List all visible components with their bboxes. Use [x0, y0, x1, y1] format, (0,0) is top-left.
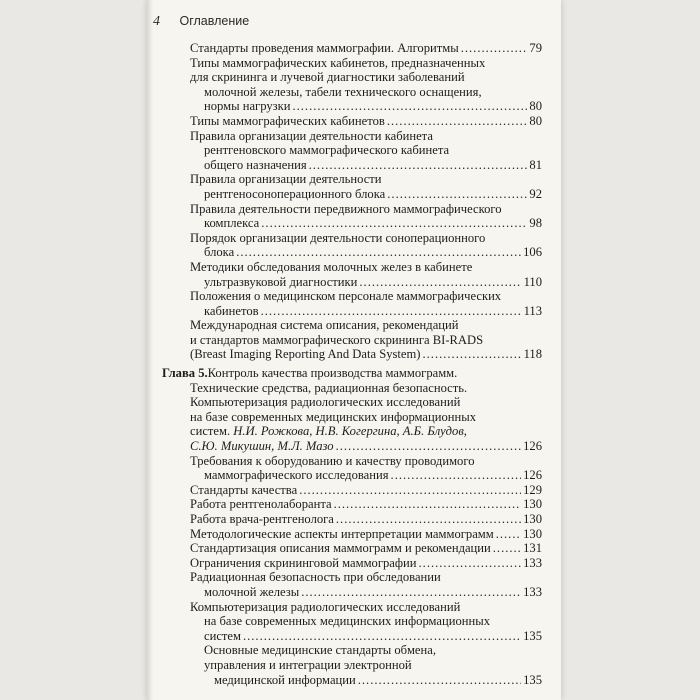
toc-entry-text: молочной железы, табели технического оснащения, — [204, 84, 482, 99]
toc-entry[interactable] — [176, 454, 542, 483]
toc-chapter-entry[interactable] — [162, 362, 542, 454]
toc-page-number: 133 — [523, 555, 542, 570]
toc-line — [176, 483, 542, 498]
chapter-label: Глава 5. — [162, 366, 208, 381]
toc-entry-text: (Breast Imaging Reporting And Data System) — [190, 347, 421, 362]
toc-entry-text: Правила деятельности передвижного маммографического — [190, 201, 502, 216]
toc-entry-text: Методологические аспекты интерпретации маммограмм — [190, 526, 494, 541]
toc-entry[interactable] — [176, 114, 542, 129]
toc-entry-text: систем. Н.И. Рожкова, Н.В. Когергина, А.Б. Блудов, — [190, 424, 467, 439]
toc-entry-text: общего назначения — [204, 157, 307, 172]
toc-entry[interactable] — [176, 129, 542, 173]
toc-entry[interactable] — [176, 512, 542, 527]
toc-entry[interactable] — [176, 56, 542, 114]
dot-leader — [493, 541, 521, 556]
toc-entry-text: рентгеносоноперационного блока — [204, 186, 386, 201]
toc-page-number: 110 — [523, 274, 542, 289]
toc-entry[interactable] — [176, 541, 542, 556]
toc-page-number: 126 — [523, 468, 542, 483]
dot-leader — [419, 556, 522, 571]
toc-entry-text: Компьютеризация радиологических исследований — [190, 395, 461, 410]
dot-leader — [391, 468, 522, 483]
toc-line — [176, 439, 542, 454]
toc-entry-text: Радиационная безопасность при обследовании — [190, 570, 441, 585]
page-number: 4 — [153, 14, 160, 29]
toc-entry[interactable] — [176, 318, 542, 362]
toc-line — [176, 202, 542, 217]
toc-line — [176, 347, 542, 362]
toc-page-number: 81 — [529, 157, 542, 172]
toc-page-number: 126 — [523, 439, 542, 454]
toc-line — [176, 556, 542, 571]
toc-entry-text: и стандартов маммографического скрининга BI-RADS — [190, 332, 484, 347]
toc-entry[interactable] — [176, 172, 542, 201]
toc-entry[interactable] — [176, 202, 542, 231]
toc-line — [176, 231, 542, 246]
toc-entry[interactable] — [176, 556, 542, 571]
toc-line — [176, 541, 542, 556]
toc-entry-text: для скрининга и лучевой диагностики заболеваний — [190, 70, 465, 85]
toc-line — [176, 395, 542, 410]
toc-entry-text: Методики обследования молочных желез в кабинете — [190, 259, 473, 274]
toc-page-number: 129 — [523, 482, 542, 497]
toc-line — [176, 468, 542, 483]
toc-line — [176, 260, 542, 275]
toc-entry-text: Типы маммографических кабинетов — [190, 113, 385, 128]
toc-entry-text: Работа рентгенолаборанта — [190, 497, 332, 512]
toc-entry-text: на базе современных медицинских информационных — [190, 409, 477, 424]
dot-leader — [243, 629, 521, 644]
toc-line — [176, 158, 542, 173]
toc-entry-text: кабинетов — [204, 303, 259, 318]
dot-leader — [387, 187, 527, 202]
toc-entry-text: блока — [204, 245, 235, 260]
toc-line — [176, 643, 542, 658]
toc-entry-text: молочной железы — [204, 584, 300, 599]
toc-line — [176, 216, 542, 231]
toc-line — [176, 56, 542, 71]
toc-entry-text: маммографического исследования — [204, 468, 389, 483]
toc-line — [176, 381, 542, 396]
toc-line — [176, 333, 542, 348]
toc-line — [176, 424, 542, 439]
dot-leader — [299, 483, 521, 498]
toc-line — [176, 410, 542, 425]
toc-line — [176, 614, 542, 629]
dot-leader — [334, 497, 522, 512]
toc-line — [176, 129, 542, 144]
dot-leader — [336, 439, 522, 454]
toc-entry-text: Технические средства, радиационная безопасность. — [190, 380, 468, 395]
toc-page-number: 130 — [523, 512, 542, 526]
toc-entry-text: рентгеновского маммографического кабинета — [204, 143, 450, 158]
toc-entry-text — [190, 439, 334, 454]
dot-leader — [423, 347, 522, 362]
page-spine-shadow — [147, 0, 153, 700]
toc-page-number: 135 — [523, 672, 542, 687]
toc-entry-text: Компьютеризация радиологических исследований — [190, 599, 461, 614]
toc-page-number: 80 — [529, 113, 542, 128]
dot-leader — [358, 673, 521, 688]
toc-line — [176, 673, 542, 688]
dot-leader — [359, 275, 521, 290]
toc-entry-text: Ограничения скрининговой маммографии — [190, 555, 417, 570]
toc-line — [176, 114, 542, 129]
toc-authors: С.Ю. Микушин, М.Л. Мазо — [190, 439, 334, 454]
toc-entry[interactable] — [176, 570, 542, 599]
toc-page-number: 113 — [523, 303, 542, 318]
toc-line — [162, 366, 542, 381]
toc-entry[interactable] — [176, 289, 542, 318]
toc-entry[interactable] — [176, 600, 542, 644]
dot-leader — [336, 512, 521, 527]
toc-line — [176, 600, 542, 615]
toc-line — [176, 41, 542, 56]
toc-line — [176, 143, 542, 158]
toc-page-number: 133 — [523, 584, 542, 599]
toc-line — [176, 570, 542, 585]
toc-entry[interactable] — [176, 527, 542, 542]
toc-entry-text: Правила организации деятельности — [190, 172, 382, 187]
toc-page-number: 130 — [523, 526, 542, 541]
toc-entry-text: Международная система описания, рекомендаций — [190, 318, 459, 333]
dot-leader — [261, 304, 522, 319]
dot-leader — [496, 527, 521, 542]
toc-entry-text: Стандарты проведения маммографии. Алгоритмы — [190, 41, 459, 55]
toc-entry-text: нормы нагрузки — [204, 99, 291, 114]
toc-entry-text: Основные медицинские стандарты обмена, — [204, 643, 436, 658]
toc-line — [176, 318, 542, 333]
toc-line — [176, 527, 542, 542]
toc-line — [176, 85, 542, 100]
dot-leader — [461, 41, 528, 56]
toc-line — [176, 658, 542, 673]
toc-entry-text: Стандарты качества — [190, 482, 298, 497]
dot-leader — [387, 114, 528, 129]
toc-entry[interactable] — [176, 231, 542, 260]
toc-line — [176, 289, 542, 304]
toc-authors: Н.И. Рожкова, Н.В. Когергина, А.Б. Блудов, — [233, 424, 467, 439]
toc-entry-text: Контроль качества производства маммограмм. — [207, 366, 458, 381]
toc-page-number: 79 — [529, 41, 542, 55]
toc-line — [176, 585, 542, 600]
toc-line — [176, 629, 542, 644]
toc-page-number: 118 — [523, 347, 542, 362]
toc-entry-text: Правила организации деятельности кабинета — [190, 128, 433, 143]
toc-entry-text: Стандартизация описания маммограмм и рекомендации — [190, 541, 491, 556]
toc-page-number: 130 — [523, 497, 542, 512]
toc-page-number: 135 — [523, 628, 542, 643]
dot-leader — [292, 99, 527, 114]
toc-entry-text: медицинской информации — [214, 672, 356, 687]
toc-line — [176, 275, 542, 290]
toc-entry-text: комплекса — [204, 216, 260, 231]
toc-page-number: 131 — [523, 541, 542, 556]
dot-leader — [309, 158, 528, 173]
toc-entry[interactable] — [176, 497, 542, 512]
toc-line — [176, 245, 542, 260]
page-header — [153, 14, 249, 30]
toc-line — [176, 172, 542, 187]
toc-entry[interactable] — [176, 643, 542, 687]
toc-entry-text: на базе современных медицинских информационных — [204, 614, 491, 629]
toc-entry-text: систем — [204, 628, 241, 643]
toc-entry[interactable] — [176, 260, 542, 289]
toc-entry-text: Типы маммографических кабинетов, предназначенных — [190, 55, 486, 70]
toc-line — [176, 497, 542, 512]
toc-line — [176, 99, 542, 114]
toc-entry-text: Порядок организации деятельности соноперационного — [190, 230, 486, 245]
toc-line — [176, 304, 542, 319]
table-of-contents — [162, 41, 542, 687]
toc-page-number: 98 — [529, 216, 542, 231]
toc-page-number: 80 — [529, 99, 542, 114]
dot-leader — [301, 585, 521, 600]
toc-entry-text: ультразвуковой диагностики — [204, 274, 358, 289]
toc-line — [176, 70, 542, 85]
toc-line — [176, 454, 542, 469]
toc-entry-text: Положения о медицинском персонале маммографических — [190, 289, 502, 304]
page-title: Оглавление — [179, 14, 250, 28]
toc-entry-text: управления и интеграции электронной — [204, 657, 412, 672]
toc-line — [176, 512, 542, 527]
toc-entry-text: Работа врача-рентгенолога — [190, 512, 334, 526]
dot-leader — [261, 216, 527, 231]
toc-entry[interactable] — [176, 41, 542, 56]
toc-entry[interactable] — [176, 483, 542, 498]
dot-leader — [236, 245, 521, 260]
toc-page-number: 92 — [529, 186, 542, 201]
toc-page-number: 106 — [523, 245, 542, 260]
toc-entry-text: Требования к оборудованию и качеству проводимого — [190, 453, 475, 468]
toc-line — [176, 187, 542, 202]
